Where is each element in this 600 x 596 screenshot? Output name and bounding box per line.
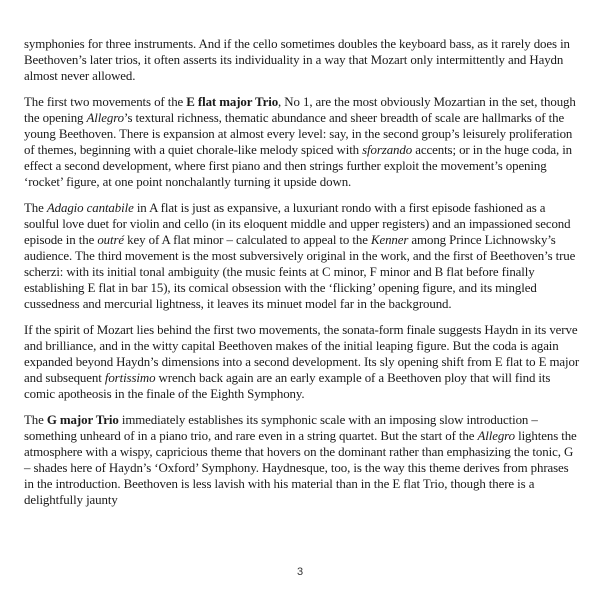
text-run: wrench back again are an early example of a Beethoven ploy that will find its comic apotheosis in the finale of the Eighth Symphony. — [24, 371, 551, 401]
text-run: key of A flat minor – calculated to appeal to the — [124, 233, 371, 247]
bold-run: E flat major Trio — [186, 95, 279, 109]
body-text — [24, 36, 580, 518]
text-run: among Prince Lichnowsky’s audience. The third movement is the most subversively original in the work, and the first of Beethoven’s true scherzi: with its initial tonal ambiguity (the music feints at C minor, F minor and B flat before finally establishing E flat in bar 15), its comical obsession with the ‘flicking’ opening figure, and its mingled cussedness and mercurial lightness, it leaves its minuet model far in the background. — [24, 233, 576, 311]
italic-run: Adagio cantabile — [46, 201, 134, 215]
text-run: immediately establishes its symphonic scale with an imposing slow introduction – something unheard of in a piano trio, and rare even in a string quartet. But the start of the — [24, 413, 538, 443]
paragraph-4 — [24, 322, 580, 402]
page-number: 3 — [296, 566, 304, 578]
text-run: The first two movements of the — [24, 95, 187, 109]
italic-run: outré — [97, 233, 125, 247]
text-run: ’s textural richness, thematic abundance and sheer breadth of scale are hallmarks of the young Beethoven. There is expansion at almost every level: say, in the second group’s leisurely proliferation of themes, beginning with a quiet chorale-like melody spiced with — [24, 111, 573, 157]
italic-run: Allegro — [86, 111, 125, 125]
text-run: , No 1, are the most obviously Mozartian in the set, though the opening — [24, 95, 576, 125]
text-run: symphonies for three instruments. And if the cello sometimes doubles the keyboard bass, as it rarely does in Beethoven’s later trios, it often asserts its individuality in a way that Mozart only intermittently and Haydn almost never allowed. — [24, 37, 570, 83]
text-run: in A flat is just as expansive, a luxuriant rondo with a first episode fashioned as a soulful love duet for violin and cello (in its eloquent middle and upper registers) and an impassioned second episode in the — [24, 201, 571, 247]
bold-run: G major Trio — [46, 413, 119, 427]
text-run: The — [24, 413, 47, 427]
paragraph-1 — [24, 36, 580, 84]
text-run: The — [24, 201, 47, 215]
italic-run: sforzando — [362, 143, 413, 157]
paragraph-2 — [24, 94, 580, 190]
italic-run: Allegro — [477, 429, 515, 443]
paragraph-5 — [24, 412, 580, 508]
text-run: If the spirit of Mozart lies behind the first two movements, the sonata-form finale suggests Haydn in its verve and brilliance, and in the witty capital Beethoven makes of the initial leaping figure. But the coda is again expanded beyond Haydn’s dimensions into a second development. Its sly opening shift from E flat to E major and subsequent — [24, 323, 580, 385]
italic-run: fortissimo — [104, 371, 156, 385]
text-run: lightens the atmosphere with a wispy, capricious theme that hovers on the dominant rather than emphasizing the tonic, G – shades here of Haydn’s ‘Oxford’ Symphony. Haydnesque, too, is the way this theme derives from phrases in the introduction. Beethoven is less lavish with his material than in the E flat Trio, though there is a delightfully jaunty — [24, 429, 577, 507]
italic-run: Kenner — [370, 233, 409, 247]
text-run: accents; or in the huge coda, in effect a second development, where first piano and then strings further exploit the movement’s opening ‘rocket’ figure, at one point nonchalantly turning it upside down. — [24, 143, 573, 189]
paragraph-3 — [24, 200, 580, 312]
